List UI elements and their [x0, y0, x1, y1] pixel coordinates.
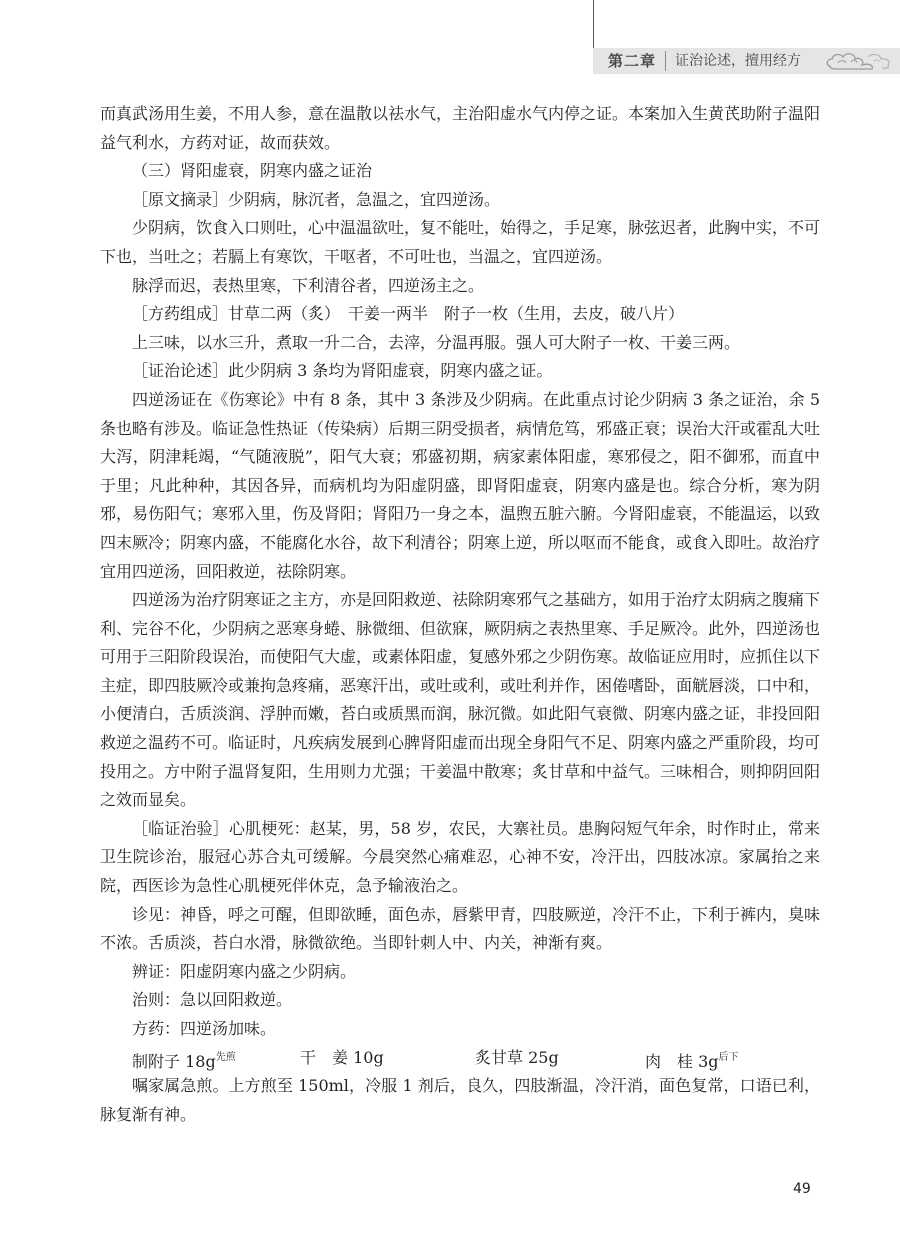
paragraph-original-text-2: 少阴病，饮食入口则吐，心中温温欲吐，复不能吐，始得之，手足寒，脉弦迟者，此胸中实，不可下也，当吐之；若膈上有寒饮，干呕者，不可吐也，当温之，宜四逆汤。: [100, 218, 821, 266]
paragraph-discussion-intro: ［证治论述］此少阴病 3 条均为肾阳虚衰，阴寒内盛之证。: [132, 361, 553, 381]
section-heading: （三）肾阳虚衰，阴寒内盛之证治: [132, 161, 373, 181]
paragraph-formula-usage: 上三味，以水三升，煮取一升二合，去滓，分温再服。强人可大附子一枚、干姜三两。: [132, 332, 741, 352]
paragraph-prescription: 方药：四逆汤加味。: [132, 1019, 277, 1038]
page-number: 49: [793, 1181, 811, 1197]
chapter-label: 第二章: [608, 52, 657, 70]
paragraph-outcome: 嘱家属急煎。上方煎至 150ml，冷服 1 剂后，良久，四肢渐温，冷汗消，面色复常，口语已利，脉复渐有神。: [100, 1076, 820, 1124]
cloud-ornament-icon: [824, 48, 896, 74]
header-top-rule: [593, 0, 594, 48]
paragraph-continued: 而真武汤用生姜，不用人参，意在温散以祛水气，主治阳虚水气内停之证。本案加入生黄芪助附子温阳益气利水，方药对证，故而获效。: [100, 104, 821, 152]
header-separator: [665, 51, 666, 71]
paragraph-discussion: 四逆汤证在《伤寒论》中有 8 条，其中 3 条涉及少阴病。在此重点讨论少阴病 3 条之证治，余 5 条也略有涉及。临证急性热证（传染病）后期三阴受损者，病情危笃，邪盛正衰；误治大汗或霍乱大吐大泻，阴津耗竭，“气随液脱”，阳气大衰；邪盛初期，病家素体阳虚，寒邪侵之，阳不御邪，而直中于里；凡此种种，其因各异，而病机均为阳虚阴盛，即肾阳虚衰，阴寒内盛是也。综合分析，寒为阴邪，易伤阳气；寒邪入里，伤及肾阳；肾阳乃一身之本，温煦五脏六腑。今肾阳虚衰，不能温运，以致四末厥冷；阴寒内盛，不能腐化水谷，故下利清谷；阴寒上逆，所以呕而不能食，或食入即吐。故治疗宜用四逆汤，回阳救逆，祛除阴寒。: [100, 389, 821, 581]
paragraph-exam: 诊见：神昏，呼之可醒，但即欲睡，面色赤，唇紫甲青，四肢厥逆，冷汗不止，下利于裤内，臭味不浓。舌质淡，苔白水滑，脉微欲绝。当即针刺人中、内关，神渐有爽。: [100, 904, 821, 953]
paragraph-treatment: 治则：急以回阳救逆。: [132, 990, 293, 1010]
prescription-item: 炙甘草 25g: [475, 1047, 559, 1067]
paragraph-discussion-2: 四逆汤为治疗阴寒证之主方，亦是回阳救逆、祛除阴寒邪气之基础方，如用于治疗太阴病之腹痛下利、完谷不化，少阴病之恶寒身蜷、脉微细、但欲寐，厥阴病之表热里寒、手足厥冷。此外，四逆汤也可用于三阳阶段误治，而使阳气大虚，或素体阳虚，复感外邪之少阴伤寒。故临证应用时，应抓住以下主症，即四肢厥冷或兼拘急疼痛，恶寒汗出，或吐或利，或吐利并作，困倦嗜卧，面觥唇淡，口中和，小便清白，舌质淡润、浮肿而嫩，苔白或质黑而润，脉沉微。如此阳气衰微、阴寒内盛之证，非投回阳救逆之温药不可。临证时，凡疾病发展到心脾肾阳虚而出现全身阳气不足、阴寒内盛之严重阶段，均可投用之。方中附子温肾复阳，生用则力尤强；干姜温中散寒；炙甘草和中益气。三味相合，则抑阴回阳之效而显矣。: [100, 590, 821, 810]
paragraph-case: ［临证治验］心肌梗死：赵某，男，58 岁，农民，大寨社员。患胸闷短气年余，时作时止，常来卫生院诊治，服冠心苏合丸可缓解。今晨突然心痛难忍，心神不安，冷汗出，四肢冰凉。家属抬之来院，西医诊为急性心肌梗死伴休克，急予输液治之。: [100, 818, 820, 896]
paragraph-formula: ［方药组成］甘草二两（炙） 干姜一两半 附子一枚（生用，去皮，破八片）: [132, 304, 685, 324]
paragraph-diagnosis: 辨证：阳虚阴寒内盛之少阴病。: [132, 961, 357, 981]
paragraph-original-text: ［原文摘录］少阴病，脉沉者，急温之，宜四逆汤。: [132, 189, 501, 209]
prescription-item: 肉 桂 $3g^{后下}$: [645, 1051, 739, 1071]
main-content: [100, 100, 820, 1129]
prescription-list: [100, 1044, 820, 1073]
prescription-item: 制附子 $18g^{先煎}$: [132, 1051, 236, 1071]
prescription-item: 干 姜 10g: [300, 1047, 384, 1067]
chapter-title: 证治论述，擅用经方: [675, 53, 801, 69]
paragraph-original-text-3: 脉浮而迟，表热里寒，下利清谷者，四逆汤主之。: [132, 275, 485, 295]
